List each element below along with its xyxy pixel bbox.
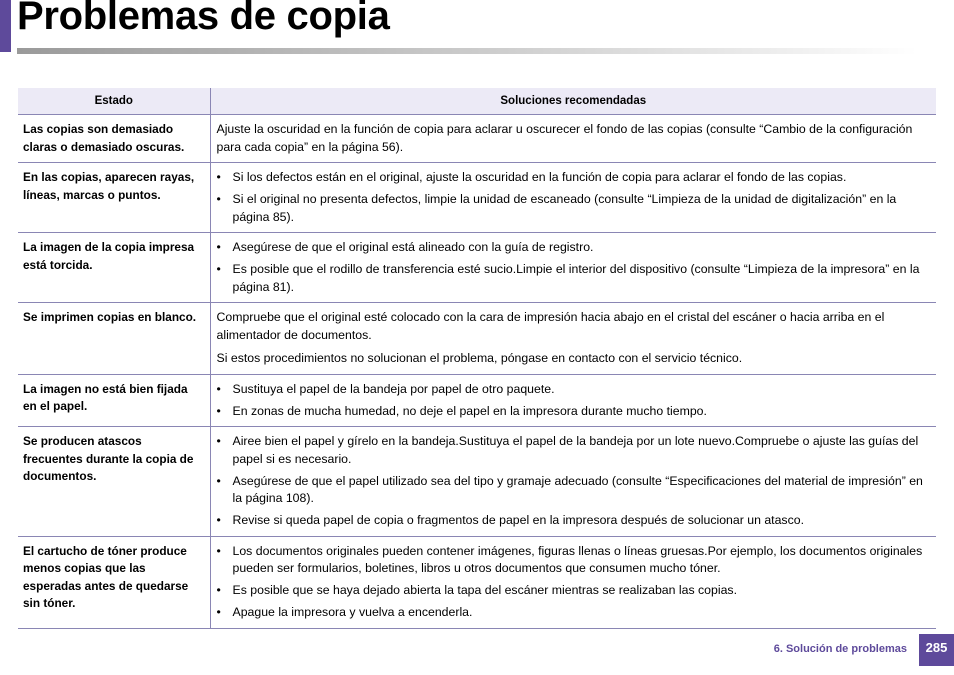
bullet-icon: • [216,240,221,254]
solution-cell [210,233,936,303]
bullet-icon: • [216,381,221,396]
solution-text: Revise si queda papel de copia o fragmentos de papel en la impresora después de solucionar un atasco. [232,513,804,527]
bullet-icon: • [216,262,221,276]
solution-text: Asegúrese de que el papel utilizado sea del tipo y gramaje adecuado (consulte “Especificaciones del material de impresión” en la página 108). [232,473,923,505]
solution-bullet-list [217,239,930,296]
title-underline [17,48,917,54]
table-row [18,115,936,163]
bullet-icon: • [216,403,221,418]
bullet-icon: • [216,192,221,206]
solution-text: Apague la impresora y vuelva a encenderla. [232,605,473,619]
solution-text: Es posible que el rodillo de transferencia esté sucio.Limpie el interior del dispositivo (consulte “Limpieza de la impresora” en la página 81). [232,262,920,294]
table-row [18,303,936,375]
page-title: Problemas de copia [17,0,390,38]
list-item [217,543,930,578]
troubleshooting-table [18,88,936,629]
solution-cell [210,163,936,233]
problem-state-cell: Las copias son demasiado claras o demasiado oscuras. [18,115,210,163]
solution-cell [210,427,936,537]
bullet-icon: • [216,473,221,488]
list-item [217,403,930,421]
title-accent-bar [0,0,11,52]
list-item [217,604,930,622]
solution-bullet-list [217,433,930,530]
solution-text: Los documentos originales pueden contener imágenes, figuras llenas o líneas gruesas.Por ejemplo, los documentos originales pueden ser formularios, boletines, libros u otros documentos que consumen mucho tóner. [232,543,923,575]
table-row [18,427,936,537]
table-header-row [18,88,936,115]
table-row [18,374,936,427]
solution-paragraph: Compruebe que el original esté colocado con la cara de impresión hacia abajo en el cristal del escáner o hacia arriba en el alimentador de documentos. [216,310,885,342]
bullet-icon: • [216,434,221,448]
solution-cell [210,536,936,628]
list-item [217,433,930,468]
page-number-badge: 285 [919,634,954,666]
solution-bullet-list [217,543,930,622]
solution-bullet-list [217,381,930,421]
bullet-icon: • [216,583,221,597]
solution-text: Si el original no presenta defectos, limpie la unidad de escaneado (consulte “Limpieza de la unidad de digitalización” en la página 85). [232,192,897,224]
solution-text: Sustituya el papel de la bandeja por papel de otro paquete. [232,381,555,396]
solution-paragraph: Si estos procedimientos no solucionan el problema, póngase en contacto con el servicio técnico. [216,351,743,365]
solution-cell [210,115,936,163]
solution-text: Asegúrese de que el original está alineado con la guía de registro. [232,240,594,254]
list-item [217,582,930,600]
problem-state-cell: La imagen de la copia impresa está torcida. [18,233,210,303]
list-item [217,512,930,530]
list-item [217,473,930,508]
problem-state-cell: Se imprimen copias en blanco. [18,303,210,375]
problem-state-cell: La imagen no está bien fijada en el papel. [18,374,210,427]
bullet-icon: • [216,170,221,184]
list-item [217,381,930,399]
problem-state-cell: En las copias, aparecen rayas, líneas, marcas o puntos. [18,163,210,233]
list-item [217,191,930,226]
list-item [217,261,930,296]
solution-paragraph: Ajuste la oscuridad en la función de copia para aclarar u oscurecer el fondo de las copias (consulte “Cambio de la configuración para cada copia” en la página 56). [216,122,913,154]
table-row [18,233,936,303]
list-item [217,169,930,187]
bullet-icon: • [216,605,221,619]
solution-text: En zonas de mucha humedad, no deje el papel en la impresora durante mucho tiempo. [232,403,707,418]
solution-cell [210,303,936,375]
footer-section-label: 6. Solución de problemas [773,643,907,655]
column-header-solutions: Soluciones recomendadas [210,88,936,115]
column-header-state: Estado [18,88,210,115]
table-row [18,536,936,628]
table-row [18,163,936,233]
problem-state-cell: El cartucho de tóner produce menos copias que las esperadas antes de quedarse sin tóner. [18,536,210,628]
table-body [18,115,936,629]
problem-state-cell: Se producen atascos frecuentes durante la copia de documentos. [18,427,210,537]
bullet-icon: • [216,513,221,527]
troubleshooting-table-wrapper [18,88,936,629]
list-item [217,239,930,257]
solution-text: Es posible que se haya dejado abierta la tapa del escáner mientras se realizaban las copias. [232,583,737,597]
bullet-icon: • [216,543,221,558]
solution-bullet-list [217,169,930,226]
solution-text: Airee bien el papel y gírelo en la bandeja.Sustituya el papel de la bandeja por un lote nuevo.Compruebe o ajuste las guías del papel si es necesario. [232,434,919,466]
solution-text: Si los defectos están en el original, ajuste la oscuridad en la función de copia para aclarar el fondo de las copias. [232,170,847,184]
solution-cell [210,374,936,427]
